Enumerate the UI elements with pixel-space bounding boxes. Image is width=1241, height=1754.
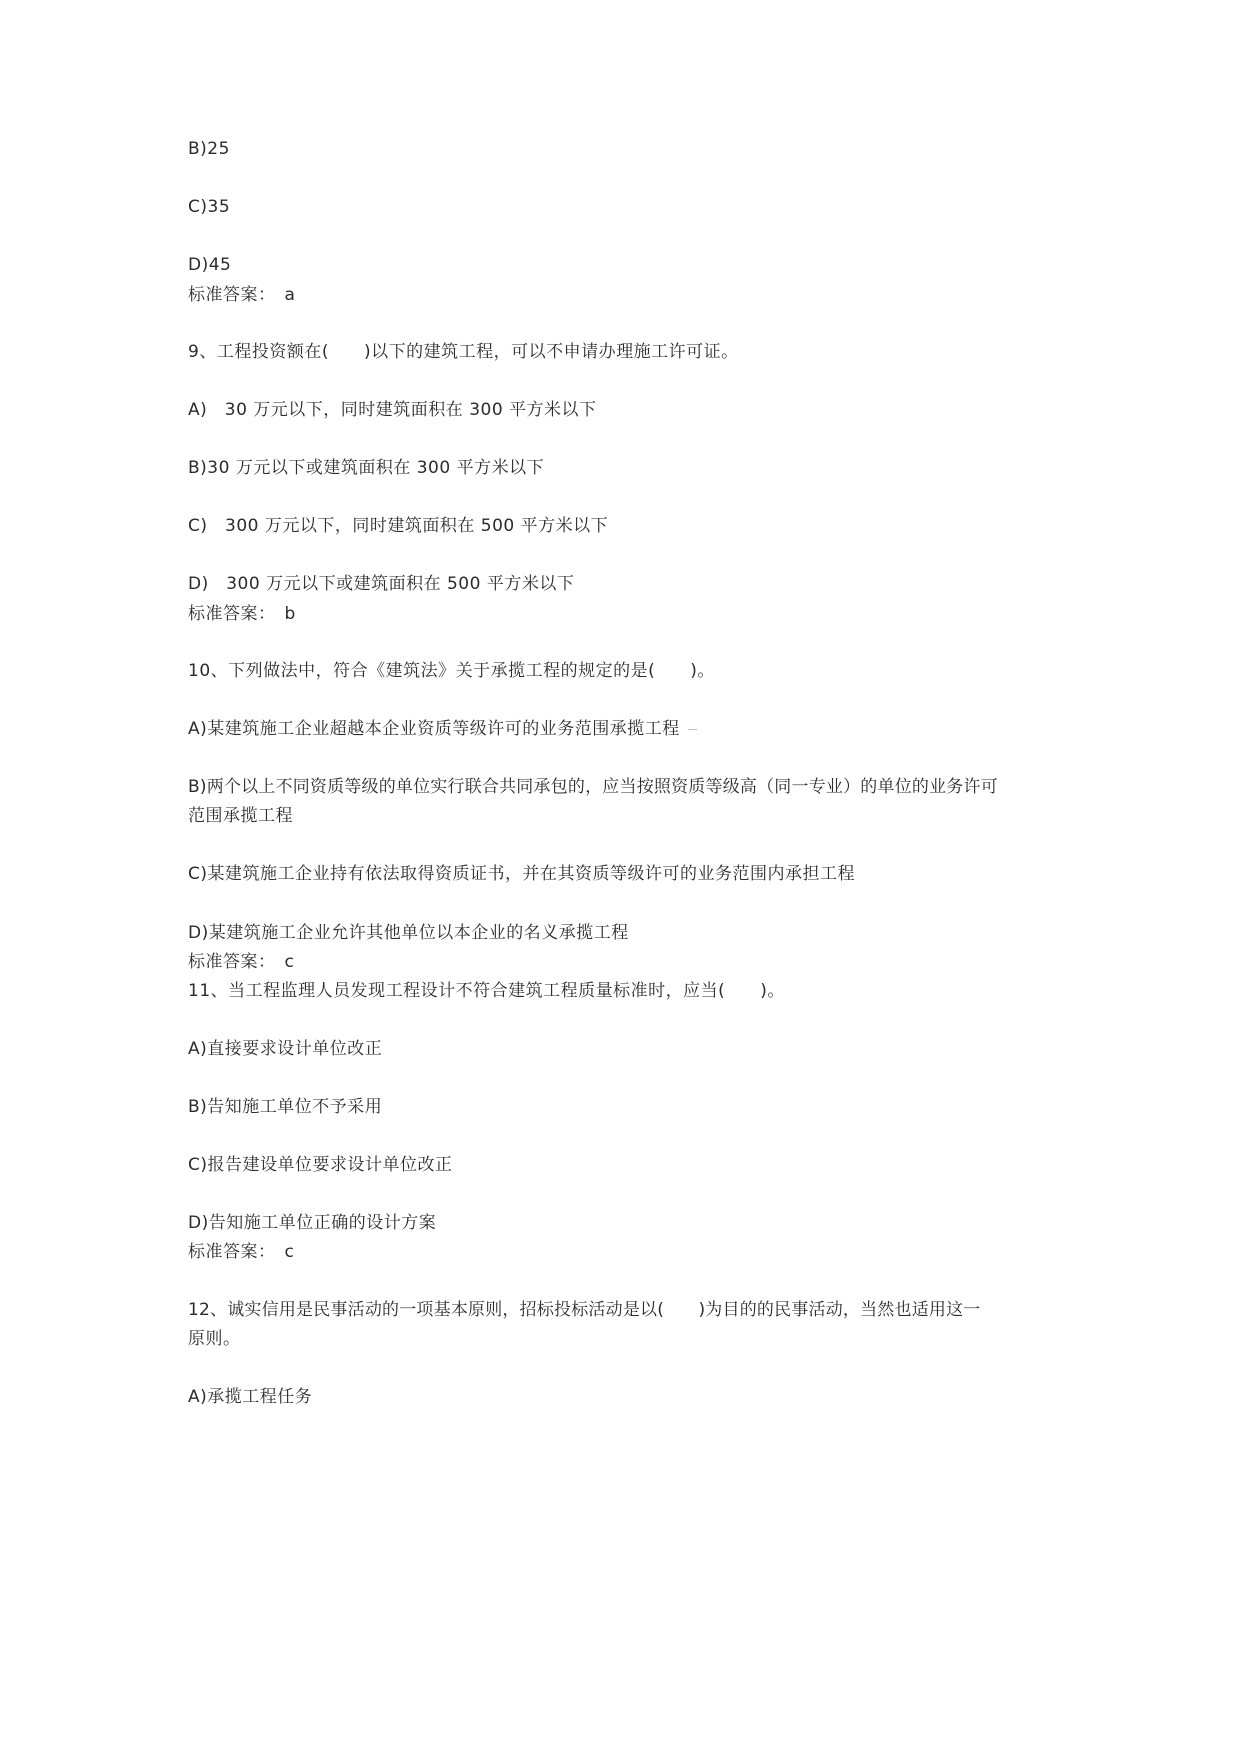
q10-question: 10、下列做法中，符合《建筑法》关于承揽工程的规定的是( )。 bbox=[188, 661, 715, 681]
q9-option-c: C) 300 万元以下，同时建筑面积在 500 平方米以下 bbox=[188, 516, 609, 536]
q8-option-d: D)45 bbox=[188, 255, 232, 275]
q10-option-b-line2: 范围承揽工程 bbox=[188, 806, 293, 826]
q10-option-b-line1: B)两个以上不同资质等级的单位实行联合共同承包的，应当按照资质等级高（同一专业）的单位的业务许可 bbox=[188, 777, 998, 797]
q11-option-b: B)告知施工单位不予采用 bbox=[188, 1097, 383, 1117]
q12-question-line2: 原则。 bbox=[188, 1329, 241, 1349]
q11-option-c: C)报告建设单位要求设计单位改正 bbox=[188, 1155, 453, 1175]
q11-option-a: A)直接要求设计单位改正 bbox=[188, 1039, 383, 1059]
q12-question-line1: 12、诚实信用是民事活动的一项基本原则，招标投标活动是以( )为目的的民事活动，当然也适用这一 bbox=[188, 1300, 981, 1320]
q11-option-d: D)告知施工单位正确的设计方案 bbox=[188, 1213, 437, 1233]
q11-answer: 标准答案： c bbox=[188, 1242, 295, 1262]
q9-option-a: A) 30 万元以下，同时建筑面积在 300 平方米以下 bbox=[188, 400, 597, 420]
q10-option-a: A)某建筑施工企业超越本企业资质等级许可的业务范围承揽工程 bbox=[188, 719, 680, 739]
q8-answer: 标准答案： a bbox=[188, 285, 296, 305]
q9-option-b: B)30 万元以下或建筑面积在 300 平方米以下 bbox=[188, 458, 545, 478]
q10-option-d: D)某建筑施工企业允许其他单位以本企业的名义承揽工程 bbox=[188, 923, 629, 943]
q10-answer: 标准答案： c bbox=[188, 952, 295, 972]
q9-question: 9、工程投资额在( )以下的建筑工程，可以不申请办理施工许可证。 bbox=[188, 342, 739, 362]
q8-option-b: B)25 bbox=[188, 139, 230, 159]
q10-option-a-line bbox=[188, 718, 697, 740]
q11-question: 11、当工程监理人员发现工程设计不符合建筑工程质量标准时，应当( )。 bbox=[188, 981, 785, 1001]
q12-option-a: A)承揽工程任务 bbox=[188, 1387, 313, 1407]
q8-option-c: C)35 bbox=[188, 197, 231, 217]
q10-option-c: C)某建筑施工企业持有依法取得资质证书，并在其资质等级许可的业务范围内承担工程 bbox=[188, 864, 856, 884]
text-cursor-mark bbox=[688, 729, 697, 730]
q9-answer: 标准答案： b bbox=[188, 604, 296, 624]
q9-option-d: D) 300 万元以下或建筑面积在 500 平方米以下 bbox=[188, 574, 575, 594]
